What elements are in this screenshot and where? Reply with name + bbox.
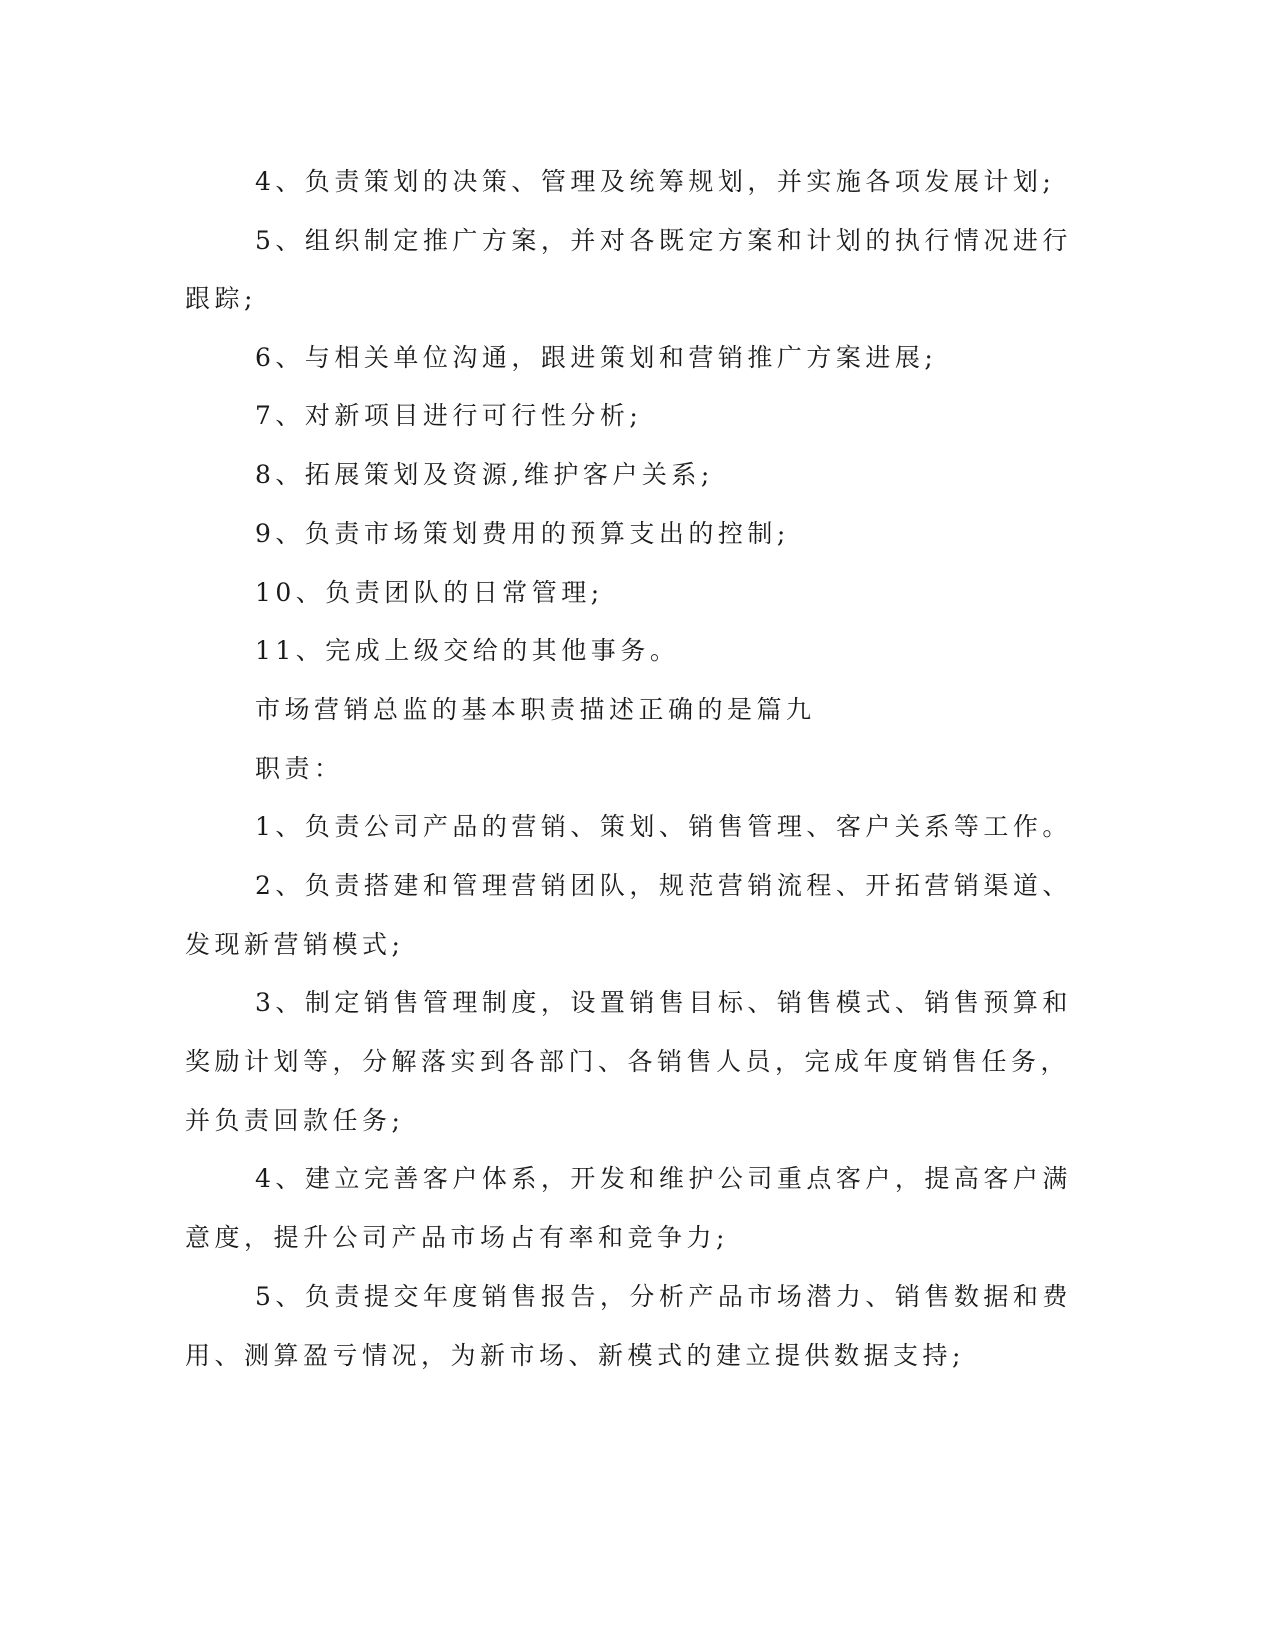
paragraph-line: 并负责回款任务; bbox=[185, 1106, 405, 1135]
paragraph-line: 跟踪; bbox=[185, 284, 257, 313]
paragraph-line: 7、对新项目进行可行性分析; bbox=[255, 401, 643, 430]
paragraph-line: 10、负责团队的日常管理; bbox=[255, 578, 604, 607]
section-heading: 市场营销总监的基本职责描述正确的是篇九 bbox=[255, 695, 816, 724]
paragraph-line: 用、测算盈亏情况，为新市场、新模式的建立提供数据支持; bbox=[185, 1341, 965, 1370]
paragraph-line: 9、负责市场策划费用的预算支出的控制; bbox=[255, 519, 790, 548]
paragraph-line: 3、制定销售管理制度，设置销售目标、销售模式、销售预算和 bbox=[255, 988, 1072, 1017]
paragraph-line: 2、负责搭建和管理营销团队，规范营销流程、开拓营销渠道、 bbox=[255, 871, 1072, 900]
paragraph-line: 4、建立完善客户体系，开发和维护公司重点客户，提高客户满 bbox=[255, 1164, 1072, 1193]
paragraph-line: 意度，提升公司产品市场占有率和竞争力; bbox=[185, 1223, 729, 1252]
paragraph-line: 4、负责策划的决策、管理及统筹规划，并实施各项发展计划; bbox=[255, 167, 1056, 196]
paragraph-line: 11、完成上级交给的其他事务。 bbox=[255, 636, 680, 665]
paragraph-line: 奖励计划等，分解落实到各部门、各销售人员，完成年度销售任务， bbox=[185, 1047, 1071, 1076]
paragraph-line: 1、负责公司产品的营销、策划、销售管理、客户关系等工作。 bbox=[255, 812, 1072, 841]
paragraph-line: 发现新营销模式; bbox=[185, 930, 405, 959]
paragraph-line: 5、组织制定推广方案，并对各既定方案和计划的执行情况进行 bbox=[255, 226, 1072, 255]
subheading: 职责： bbox=[255, 754, 344, 783]
paragraph-line: 6、与相关单位沟通，跟进策划和营销推广方案进展; bbox=[255, 343, 938, 372]
paragraph-line: 8、拓展策划及资源,维护客户关系; bbox=[255, 460, 714, 489]
paragraph-line: 5、负责提交年度销售报告，分析产品市场潜力、销售数据和费 bbox=[255, 1282, 1072, 1311]
